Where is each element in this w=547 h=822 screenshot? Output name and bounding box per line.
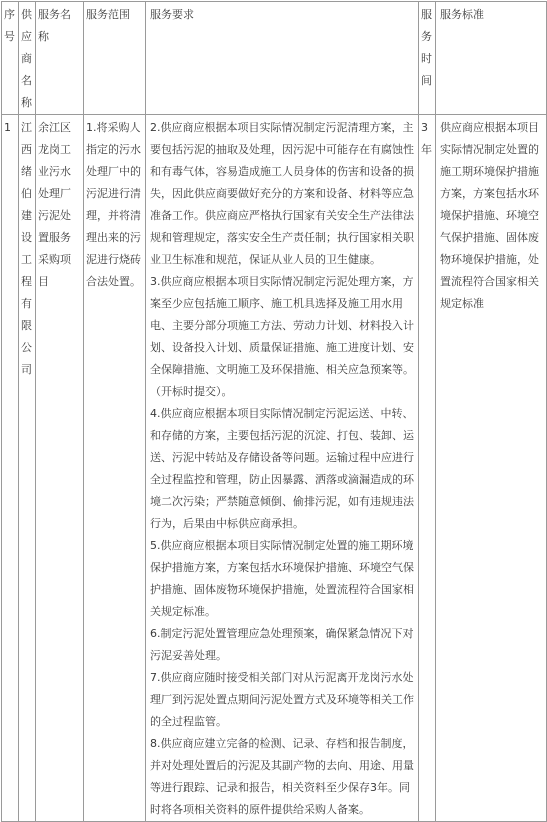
requirement-item: 8.供应商应建立完备的检测、记录、存档和报告制度，并对处理处置后的污泥及其副产物的去向、用途、用量等进行跟踪、记录和报告，相关资料至少保存3年。同时将各项相关资料的原件提供给采购人备案。 [150, 737, 414, 816]
header-scope: 服务范围 [84, 2, 146, 115]
table-row [2, 115, 547, 822]
header-standard: 服务标准 [436, 2, 547, 115]
requirement-item: 4.供应商应根据本项目实际情况制定污泥运送、中转、和存储的方案，主要包括污泥的沉淀、打包、装卸、运送、污泥中转站及存储设备等问题。运输过程中应进行全过程监控和管理，防止因暴露、洒落或滴漏造成的环境二次污染；严禁随意倾倒、偷排污泥，如有违规违法行为，后果由中标供应商承担。 [150, 407, 414, 530]
scope-text: 1.将采购人指定的污水处理厂中的污泥进行清理，并将清理出来的污泥进行烧砖合法处置。 [86, 121, 141, 288]
procurement-table [1, 1, 547, 822]
cell-time: 3年 [419, 115, 436, 822]
cell-seq: 1 [2, 115, 19, 822]
header-service-name: 服务名称 [36, 2, 84, 115]
cell-requirements [146, 115, 419, 822]
requirement-item: 3.供应商应根据本项目实际情况制定污泥处理方案，方案至少应包括施工顺序、施工机具选择及施工用水用电、主要分部分项施工方法、劳动力计划、材料投入计划、设备投入计划、质量保证措施、施工进度计划、安全保障措施、文明施工及环保措施、相关应急预案等。（开标时提交）。 [150, 275, 414, 398]
requirement-item: 2.供应商应根据本项目实际情况制定污泥清理方案，主要包括污泥的抽取及处理，因污泥中可能存在有腐蚀性和有毒气体，容易造成施工人员身体的伤害和设备的损失，因此供应商要做好充分的方案和设备、材料等应急准备工作。供应商应严格执行国家有关安全生产法律法规和管理规定，落实安全生产责任制；执行国家相关职业卫生标准和规范，保证从业人员的卫生健康。 [150, 121, 414, 266]
header-time: 服务时间 [419, 2, 436, 115]
requirement-item: 7.供应商应随时接受相关部门对从污泥离开龙岗污水处理厂到污泥处置点期间污泥处置方式及环境等相关工作的全过程监管。 [150, 671, 414, 728]
requirement-item: 6.制定污泥处置管理应急处理预案，确保紧急情况下对污泥妥善处理。 [150, 627, 414, 662]
cell-standard: 供应商应根据本项目实际情况制定处置的施工期环境保护措施方案，方案包括水环境保护措施、环境空气保护措施、固体废物环境保护措施，处置流程符合国家相关规定标准 [436, 115, 547, 822]
cell-supplier: 江西绪伯建设工程有限公司 [19, 115, 36, 822]
header-supplier: 供应商名称 [19, 2, 36, 115]
cell-service-name: 余江区龙岗工业污水处理厂污泥处置服务采购项目 [36, 115, 84, 822]
cell-scope [84, 115, 146, 822]
requirement-item: 5.供应商应根据本项目实际情况制定处置的施工期环境保护措施方案，方案包括水环境保护措施、环境空气保护措施、固体废物环境保护措施，处置流程符合国家相关规定标准。 [150, 539, 414, 618]
header-seq: 序号 [2, 2, 19, 115]
header-requirements: 服务要求 [146, 2, 419, 115]
header-row [2, 2, 547, 115]
